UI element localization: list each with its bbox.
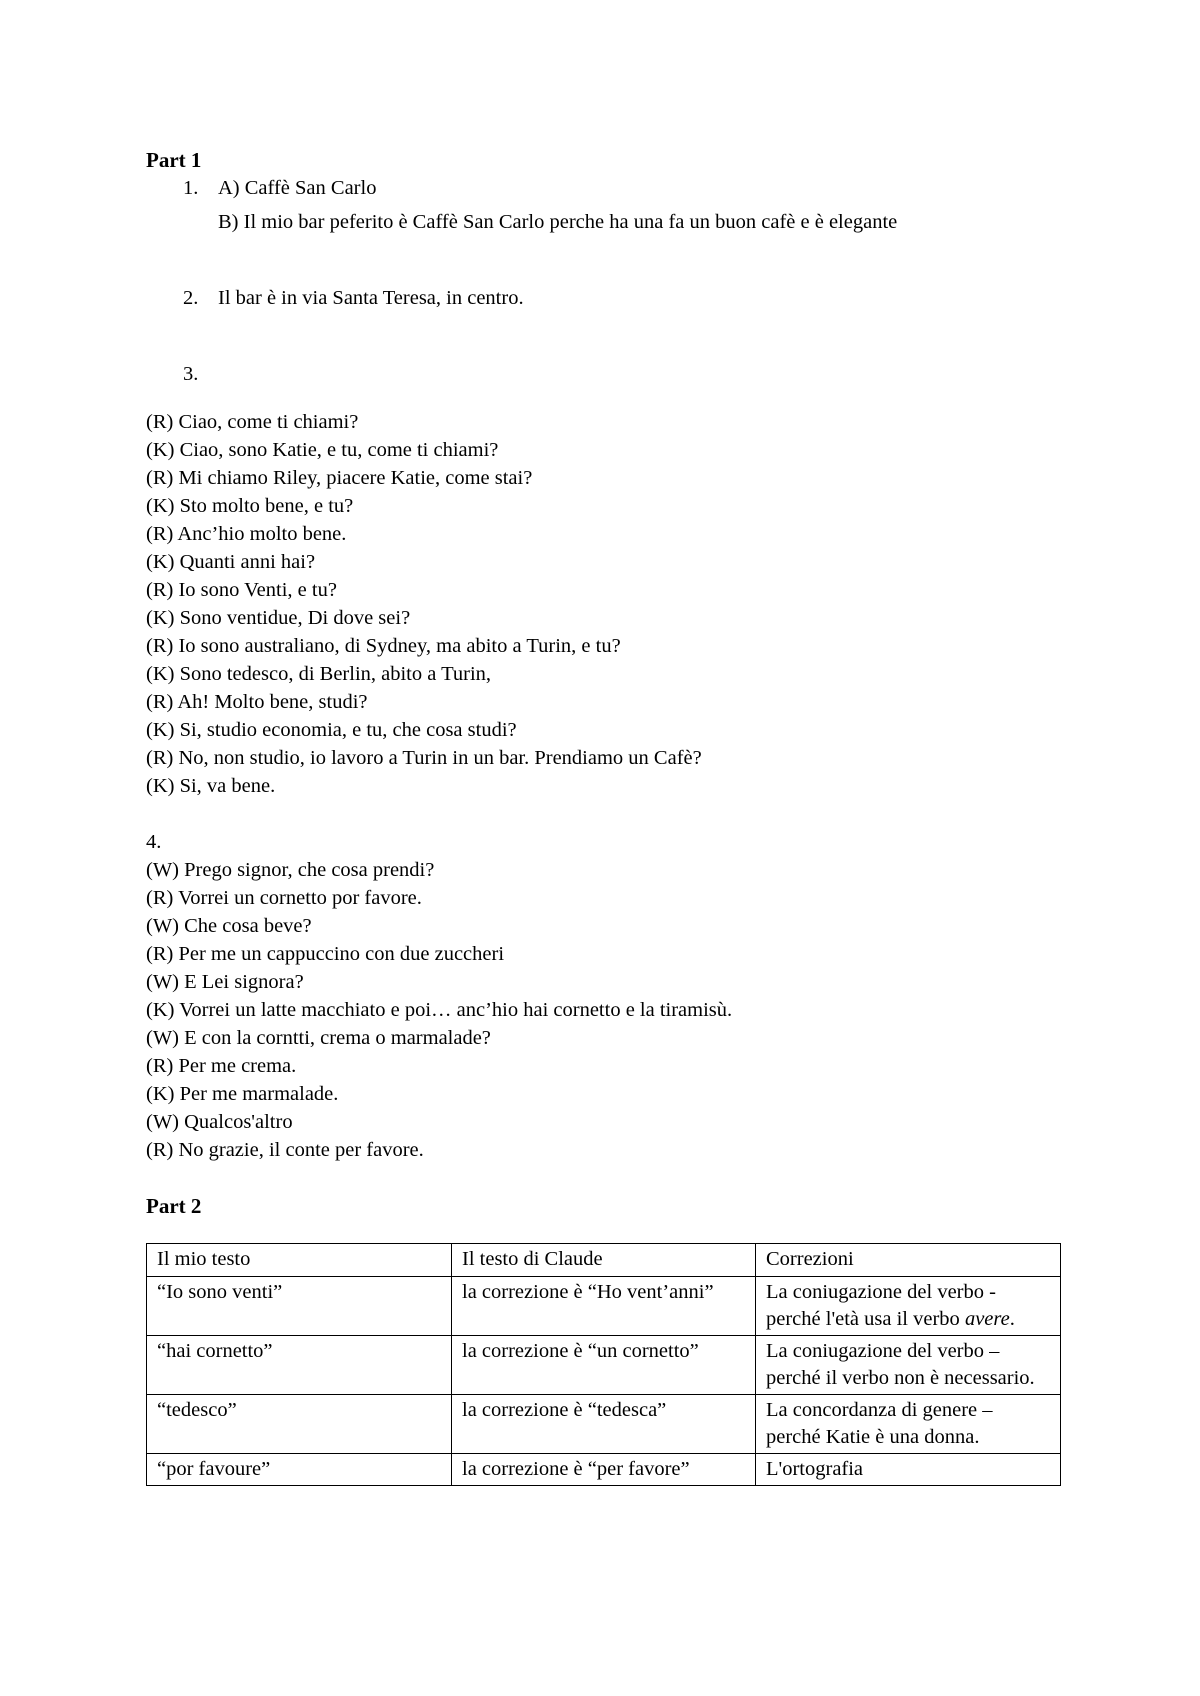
table-cell-mine: “hai cornetto” [147, 1336, 452, 1395]
table-header-row [147, 1244, 1061, 1277]
dialogue-line: (R) Ah! Molto bene, studi? [146, 691, 368, 713]
correction-emphasis: avere [964, 1308, 1010, 1330]
part2-heading: Part 2 [146, 1194, 202, 1218]
item1-line-b [0, 210, 1200, 234]
table-cell-claude: la correzione è “Ho vent’anni” [452, 1277, 756, 1336]
dialogue-line: (W) Che cosa beve? [146, 915, 312, 937]
dialogue-line: (R) Vorrei un cornetto por favore. [146, 887, 422, 909]
table-cell-claude: la correzione è “per favore” [452, 1454, 756, 1486]
dialogue-line: (R) No grazie, il conte per favore. [146, 1139, 424, 1161]
dialogue-line: (R) Io sono Venti, e tu? [146, 579, 337, 601]
dialogue-line: (R) Anc’hio molto bene. [146, 523, 347, 545]
item4-dialogue [146, 856, 732, 1164]
dialogue-line: (R) Io sono australiano, di Sydney, ma abito a Turin, e tu? [146, 635, 621, 657]
dialogue-line: (W) Qualcos'altro [146, 1111, 293, 1133]
dialogue-line: (W) E Lei signora? [146, 971, 304, 993]
item1-answer-b: B) Il mio bar peferito è Caffè San Carlo perche ha una fa un buon cafè e è elegante [218, 211, 898, 233]
item3-dialogue [146, 408, 702, 800]
dialogue-line: (K) Quanti anni hai? [146, 551, 316, 573]
table-row [147, 1454, 1061, 1486]
table-cell-mine: “tedesco” [147, 1395, 452, 1454]
dialogue-line: (K) Vorrei un latte macchiato e poi… anc’hio hai cornetto e la tiramisù. [146, 999, 733, 1021]
correction-text: La coniugazione del verbo - perché l'età usa il verbo [766, 1281, 996, 1330]
table-cell-claude: la correzione è “tedesca” [452, 1395, 756, 1454]
dialogue-line: (R) Per me un cappuccino con due zuccheri [146, 943, 505, 965]
item3-number: 3. [183, 363, 199, 385]
part1-heading: Part 1 [146, 148, 202, 172]
dialogue-line: (K) Si, studio economia, e tu, che cosa studi? [146, 719, 517, 741]
dialogue-line: (K) Sto molto bene, e tu? [146, 495, 354, 517]
table-row [147, 1277, 1061, 1336]
correction-text: La concordanza di genere – perché Katie è una donna. [766, 1399, 993, 1448]
item4-number: 4. [146, 831, 162, 853]
dialogue-line: (R) Mi chiamo Riley, piacere Katie, come stai? [146, 467, 533, 489]
dialogue-line: (R) No, non studio, io lavoro a Turin in un bar. Prendiamo un Cafè? [146, 747, 702, 769]
table-cell-correction [756, 1454, 1061, 1486]
item1-line-a [0, 176, 1200, 200]
table-cell-correction [756, 1277, 1061, 1336]
dialogue-line: (R) Per me crema. [146, 1055, 297, 1077]
dialogue-line: (W) Prego signor, che cosa prendi? [146, 859, 435, 881]
item1-answer-a: A) Caffè San Carlo [218, 177, 377, 199]
table-cell-correction [756, 1336, 1061, 1395]
dialogue-line: (K) Sono tedesco, di Berlin, abito a Turin, [146, 663, 492, 685]
item2-answer: Il bar è in via Santa Teresa, in centro. [218, 287, 524, 309]
item2-line [0, 286, 1200, 310]
dialogue-line: (R) Ciao, come ti chiami? [146, 411, 359, 433]
dialogue-line: (W) E con la corntti, crema o marmalade? [146, 1027, 491, 1049]
corrections-table [146, 1243, 1061, 1486]
table-row [147, 1336, 1061, 1395]
table-cell-mine: “Io sono venti” [147, 1277, 452, 1336]
correction-text: La coniugazione del verbo – perché il verbo non è necessario. [766, 1340, 1035, 1389]
table-header-cell: Il testo di Claude [452, 1244, 756, 1277]
table-row [147, 1395, 1061, 1454]
dialogue-line: (K) Si, va bene. [146, 775, 276, 797]
table-header-cell: Correzioni [756, 1244, 1061, 1277]
table-cell-claude: la correzione è “un cornetto” [452, 1336, 756, 1395]
dialogue-line: (K) Per me marmalade. [146, 1083, 339, 1105]
dialogue-line: (K) Sono ventidue, Di dove sei? [146, 607, 411, 629]
item2-number: 2. [183, 287, 199, 309]
correction-text: L'ortografia [766, 1458, 864, 1480]
table-cell-mine: “por favoure” [147, 1454, 452, 1486]
item1-number: 1. [183, 177, 199, 199]
table-header-cell: Il mio testo [147, 1244, 452, 1277]
item3-line [0, 362, 1200, 386]
dialogue-line: (K) Ciao, sono Katie, e tu, come ti chiami? [146, 439, 499, 461]
table-cell-correction [756, 1395, 1061, 1454]
correction-end: . [1009, 1308, 1015, 1330]
